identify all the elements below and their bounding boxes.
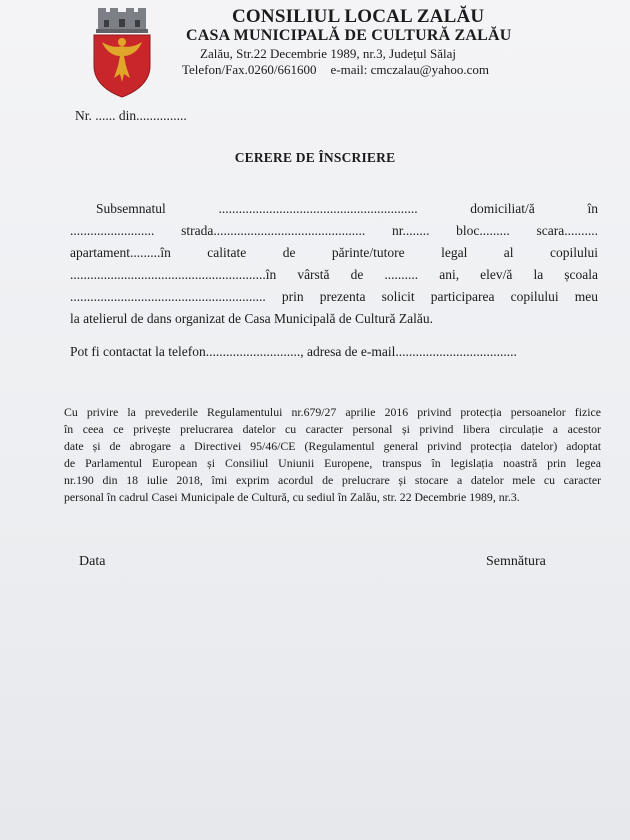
document-title: CERERE DE ÎNSCRIERE (234, 150, 396, 165)
council-name: CONSILIUL LOCAL ZALĂU (232, 6, 485, 27)
gdpr-consent-paragraph (64, 404, 601, 506)
gdpr-line: nr.190 din 18 iulie 2018, îmi exprim acordul de prelucrare și stocare a datelor mele cu caracter (64, 473, 601, 487)
gdpr-line: în ceea ce privește prelucrarea datelor cu caracter personal și privind libera circulație a acestor (64, 422, 601, 436)
institution-email: e-mail: cmczalau@yahoo.com (330, 62, 490, 77)
gdpr-line: personal în cadrul Casei Municipale de Cultură, cu sediul în Zalău, str. 22 Decembrie 1989, nr.3. (64, 490, 520, 504)
phone-fax: Telefon/Fax.0260/661600 (182, 62, 317, 77)
gdpr-line: date și de abrogare a Directivei 95/46/CE (Regulamentul general privind protecția datelor) adoptat (64, 439, 601, 453)
contact-line[interactable]: Pot fi contactat la telefon............................, adresa de e-mail.................................... (70, 344, 517, 359)
signature-label: Semnătura (486, 554, 546, 569)
application-body (70, 198, 598, 330)
registration-number-field[interactable]: Nr. ...... din............... (75, 108, 187, 123)
gdpr-line: de Parlamentul European și Consiliul Uniunii Europene, transpus în legislația noastră prin legea (64, 456, 601, 470)
coat-of-arms-icon (90, 8, 154, 98)
body-line: la atelierul de dans organizat de Casa Municipală de Cultură Zalău. (70, 311, 433, 326)
gdpr-line: Cu privire la prevederile Regulamentului nr.679/27 aprilie 2016 privind protecția persoanelor fizice (64, 405, 601, 419)
body-line[interactable]: Subsemnatul ........................................................... domiciliat/ă în (96, 201, 598, 216)
body-line[interactable]: apartament.........în calitate de părinte/tutore legal al copilului (70, 245, 598, 260)
body-line[interactable]: .......................................................... prin prezenta solicit participarea copilului meu (70, 289, 598, 304)
contact-info (182, 62, 489, 78)
institution-name: CASA MUNICIPALĂ DE CULTURĂ ZALĂU (186, 27, 512, 44)
body-line[interactable]: ..........................................................în vârstă de .......... ani, elev/ă la școala (70, 267, 598, 282)
body-line[interactable]: ......................... strada............................................. nr........ bloc......... scara.......... (70, 223, 598, 238)
date-label: Data (79, 554, 106, 569)
institution-address: Zalău, Str.22 Decembrie 1989, nr.3, Județul Sălaj (200, 46, 456, 61)
